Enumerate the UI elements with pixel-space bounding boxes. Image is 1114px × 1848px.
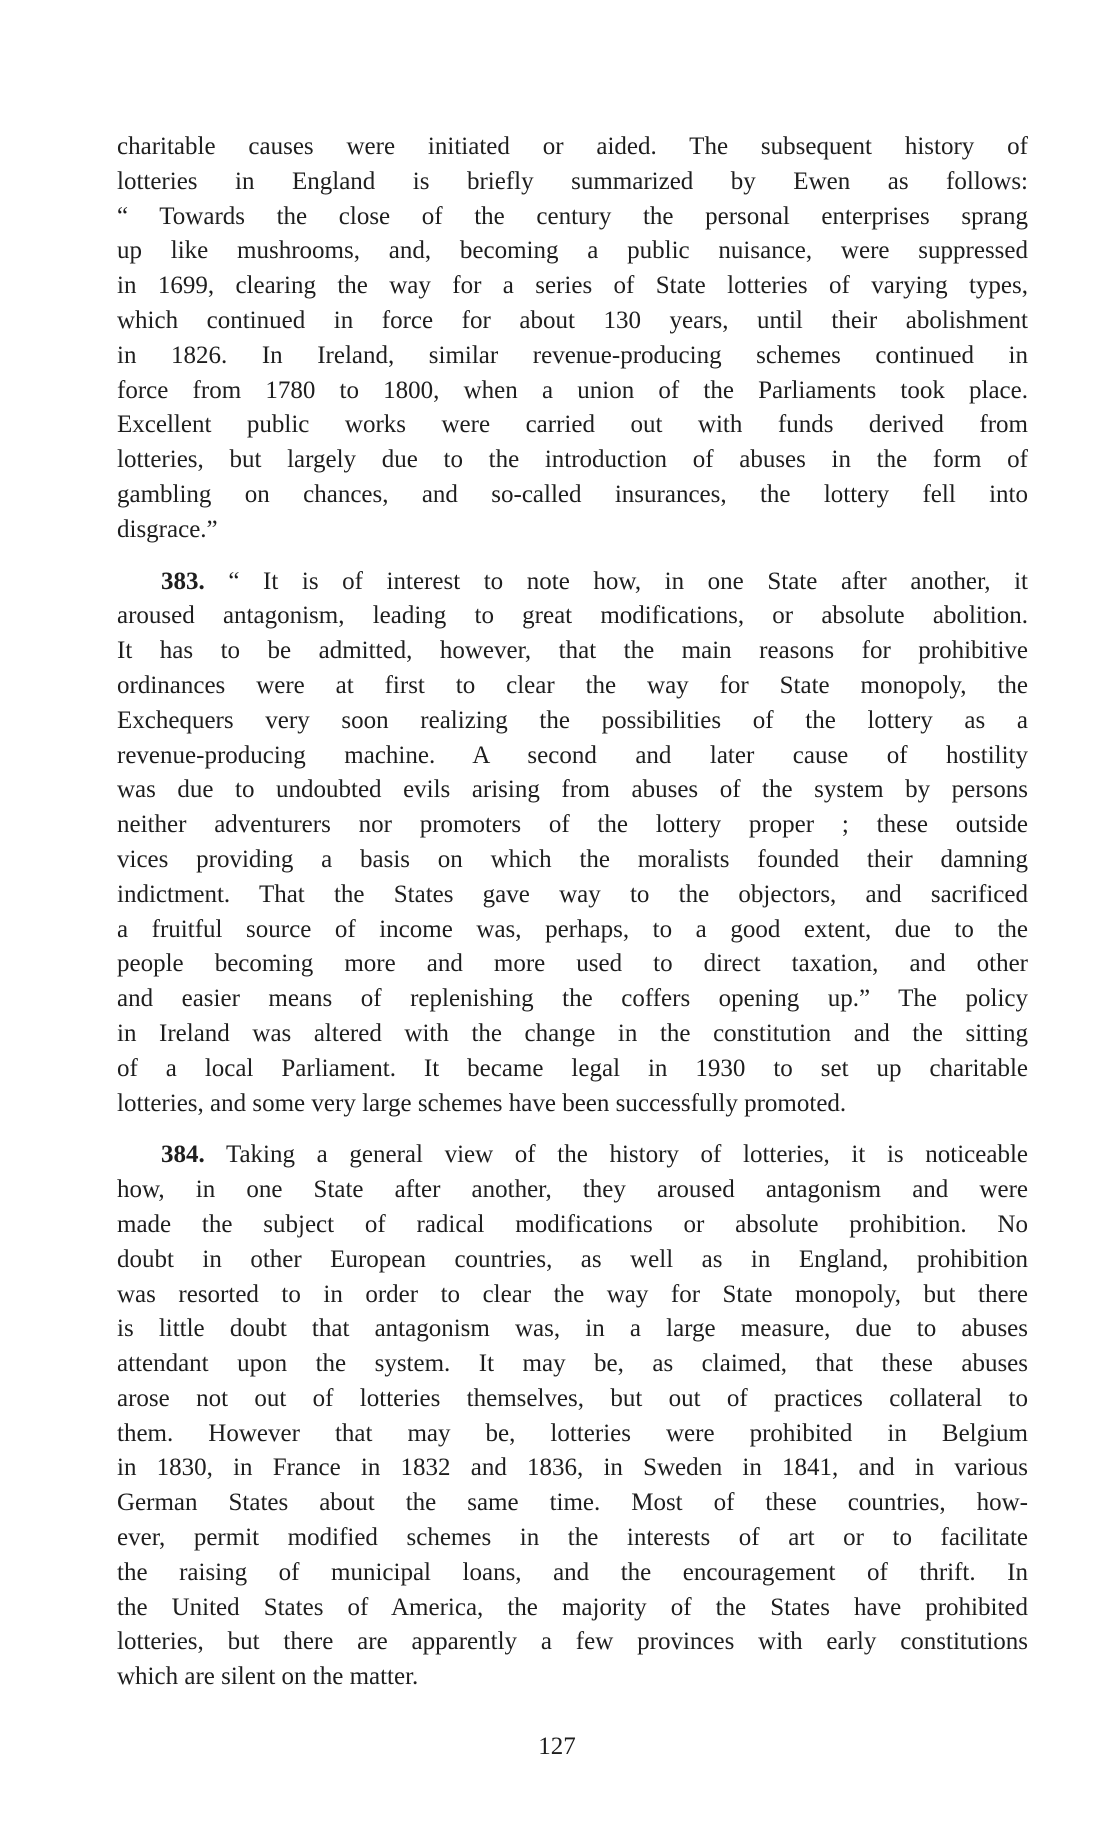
line-text: which continued in force for about 130 years, until their abolishment: [117, 306, 1028, 334]
line-text: gambling on chances, and so-called insurances, the lottery fell into: [117, 480, 1028, 508]
line-text: force from 1780 to 1800, when a union of the Parliaments took place.: [117, 376, 1028, 404]
line-text: a fruitful source of income was, perhaps, to a good extent, due to the: [117, 915, 1028, 943]
text-line: [117, 739, 1028, 774]
line-text: doubt in other European countries, as well as in England, prohibition: [117, 1245, 1028, 1273]
text-line: [117, 339, 1028, 374]
text-line: [117, 374, 1028, 409]
line-text: of a local Parliament. It became legal in 1930 to set up charitable: [117, 1054, 1028, 1082]
text-line: [117, 1521, 1028, 1556]
line-text: Exchequers very soon realizing the possibilities of the lottery as a: [117, 706, 1028, 734]
line-text: neither adventurers nor promoters of the lottery proper ; these outside: [117, 811, 1028, 839]
line-text: made the subject of radical modifications or absolute prohibition. No: [117, 1210, 1028, 1238]
line-text: German States about the same time. Most of these countries, how-: [117, 1489, 1028, 1517]
line-text: was due to undoubted evils arising from abuses of the system by persons: [117, 776, 1028, 804]
text-line: [117, 1591, 1028, 1626]
line-text: in Ireland was altered with the change in the constitution and the sitting: [117, 1019, 1028, 1047]
line-text: vices providing a basis on which the moralists founded their damning: [117, 845, 1028, 873]
text-line: [117, 947, 1028, 982]
line-text: revenue-producing machine. A second and later cause of hostility: [117, 741, 1028, 769]
page-number: 127: [538, 1733, 576, 1760]
line-text: how, in one State after another, they aroused antagonism and were: [117, 1176, 1028, 1204]
text-line: [117, 843, 1028, 878]
text-line: [117, 773, 1028, 808]
line-text: in 1826. In Ireland, similar revenue-producing schemes continued in: [117, 341, 1028, 369]
line-text: is little doubt that antagonism was, in a large measure, due to abuses: [117, 1315, 1028, 1343]
text-line: [117, 808, 1028, 843]
text-line: [117, 1312, 1028, 1347]
paragraph: [117, 1138, 1028, 1695]
text-line: [117, 1243, 1028, 1278]
text-line: [117, 1660, 1028, 1695]
paragraph: [117, 130, 1028, 548]
line-text: “ Towards the close of the century the personal enterprises sprang: [117, 202, 1028, 230]
text-line: [117, 1347, 1028, 1382]
text-line: [117, 913, 1028, 948]
text-line: [117, 200, 1028, 235]
line-text: “ It is of interest to note how, in one State after another, it: [228, 567, 1029, 595]
text-line: [117, 565, 1028, 600]
line-text: in 1830, in France in 1832 and 1836, in Sweden in 1841, and in various: [117, 1454, 1028, 1482]
text-line: [117, 408, 1028, 443]
line-text: ordinances were at first to clear the way for State monopoly, the: [117, 671, 1028, 699]
text-line: [117, 1625, 1028, 1660]
text-line: [117, 599, 1028, 634]
line-text: which are silent on the matter.: [117, 1663, 419, 1691]
line-text: arose not out of lotteries themselves, but out of practices collateral to: [117, 1384, 1028, 1412]
text-line: [117, 1173, 1028, 1208]
line-text: lotteries, but there are apparently a few provinces with early constitutions: [117, 1628, 1028, 1656]
text-line: [117, 1556, 1028, 1591]
line-text: attendant upon the system. It may be, as claimed, that these abuses: [117, 1350, 1028, 1378]
text-line: [117, 1486, 1028, 1521]
text-line: [117, 130, 1028, 165]
text-line: [117, 304, 1028, 339]
line-text: It has to be admitted, however, that the main reasons for prohibitive: [117, 637, 1028, 665]
text-line: [117, 878, 1028, 913]
paragraph-number: 384.: [161, 1141, 205, 1169]
text-line: [117, 634, 1028, 669]
line-text: in 1699, clearing the way for a series of State lotteries of varying types,: [117, 272, 1028, 300]
text-line: [117, 1208, 1028, 1243]
text-line: [117, 478, 1028, 513]
text-line: [117, 269, 1028, 304]
line-text: the United States of America, the majority of the States have prohibited: [117, 1593, 1028, 1621]
text-line: [117, 1052, 1028, 1087]
text-line: [117, 669, 1028, 704]
line-text: people becoming more and more used to direct taxation, and other: [117, 950, 1028, 978]
line-text: was resorted to in order to clear the way for State monopoly, but there: [117, 1280, 1028, 1308]
line-text: them. However that may be, lotteries were prohibited in Belgium: [117, 1419, 1028, 1447]
line-text: lotteries, and some very large schemes have been successfully promoted.: [117, 1089, 847, 1117]
line-text: ever, permit modified schemes in the interests of art or to facilitate: [117, 1524, 1028, 1552]
text-line: [117, 1138, 1028, 1173]
text-line: [117, 443, 1028, 478]
text-line: [117, 165, 1028, 200]
text-line: [117, 1087, 1028, 1122]
line-text: lotteries, but largely due to the introduction of abuses in the form of: [117, 446, 1028, 474]
page-body: [117, 130, 1028, 1712]
line-text: Taking a general view of the history of lotteries, it is noticeable: [225, 1141, 1028, 1169]
line-text: aroused antagonism, leading to great modifications, or absolute abolition.: [117, 602, 1028, 630]
text-line: [117, 704, 1028, 739]
paragraph-number: 383.: [161, 567, 205, 595]
text-line: [117, 1017, 1028, 1052]
line-text: the raising of municipal loans, and the encouragement of thrift. In: [117, 1558, 1028, 1586]
line-text: and easier means of replenishing the coffers opening up.” The policy: [117, 985, 1028, 1013]
text-line: [117, 234, 1028, 269]
text-line: [117, 1451, 1028, 1486]
text-line: [117, 982, 1028, 1017]
text-line: [117, 1382, 1028, 1417]
line-text: charitable causes were initiated or aided. The subsequent history of: [117, 133, 1028, 160]
line-text: disgrace.”: [117, 515, 218, 543]
line-text: up like mushrooms, and, becoming a public nuisance, were suppressed: [117, 237, 1028, 265]
line-text: indictment. That the States gave way to the objectors, and sacrificed: [117, 880, 1028, 908]
paragraph: [117, 565, 1028, 1122]
line-text: Excellent public works were carried out with funds derived from: [117, 411, 1028, 439]
text-line: [117, 1278, 1028, 1313]
text-line: [117, 1417, 1028, 1452]
line-text: lotteries in England is briefly summarized by Ewen as follows:: [117, 167, 1028, 195]
text-line: [117, 513, 1028, 548]
